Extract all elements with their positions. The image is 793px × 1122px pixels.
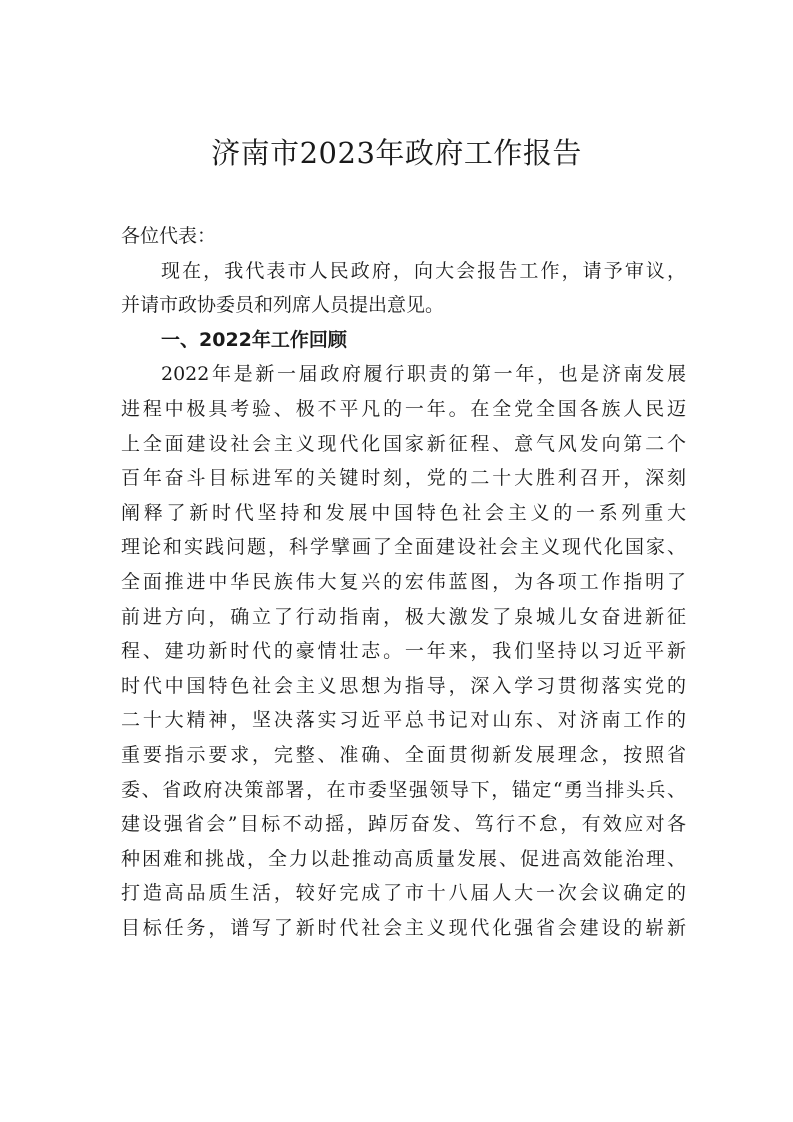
intro-line: 并请市政协委员和列席人员提出意见。: [121, 294, 445, 317]
paragraph-line: 阐释了新时代坚持和发展中国特色社会主义的一系列重大: [121, 501, 686, 524]
paragraph-line: 建设强省会”目标不动摇，踔厉奋发、笃行不怠，有效应对各: [121, 813, 686, 836]
paragraph-line: 前进方向，确立了行动指南，极大激发了泉城儿女奋进新征: [121, 605, 686, 628]
paragraph-line: 二十大精神，坚决落实习近平总书记对山东、对济南工作的: [121, 709, 686, 732]
paragraph-line: 进程中极具考验、极不平凡的一年。在全党全国各族人民迈: [121, 397, 686, 420]
paragraph-line: 百年奋斗目标进军的关键时刻，党的二十大胜利召开，深刻: [121, 467, 686, 490]
intro-line: 现在，我代表市人民政府，向大会报告工作，请予审议，: [161, 259, 686, 282]
paragraph-line: 程、建功新时代的豪情壮志。一年来，我们坚持以习近平新: [121, 640, 686, 663]
paragraph-line: 2022年是新一届政府履行职责的第一年，也是济南发展: [161, 363, 686, 386]
paragraph-line: 上全面建设社会主义现代化国家新征程、意气风发向第二个: [121, 432, 686, 455]
document-title: 济南市2023年政府工作报告: [211, 136, 582, 170]
paragraph-line: 打造高品质生活，较好完成了市十八届人大一次会议确定的: [121, 882, 686, 905]
paragraph-line: 委、省政府决策部署，在市委坚强领导下，锚定“勇当排头兵、: [121, 778, 686, 801]
paragraph-line: 重要指示要求，完整、准确、全面贯彻新发展理念，按照省: [121, 743, 686, 766]
paragraph-line: 时代中国特色社会主义思想为指导，深入学习贯彻落实党的: [121, 674, 686, 697]
paragraph-line: 种困难和挑战，全力以赴推动高质量发展、促进高效能治理、: [121, 847, 686, 870]
paragraph-line: 全面推进中华民族伟大复兴的宏伟蓝图，为各项工作指明了: [121, 570, 686, 593]
document-body: [121, 219, 686, 945]
paragraph-line: 理论和实践问题，科学擘画了全面建设社会主义现代化国家、: [121, 536, 686, 559]
salutation: 各位代表：: [121, 225, 217, 247]
paragraph-line: 目标任务，谱写了新时代社会主义现代化强省会建设的崭新: [121, 916, 686, 939]
section-heading: 一、2022年工作回顾: [161, 328, 347, 351]
